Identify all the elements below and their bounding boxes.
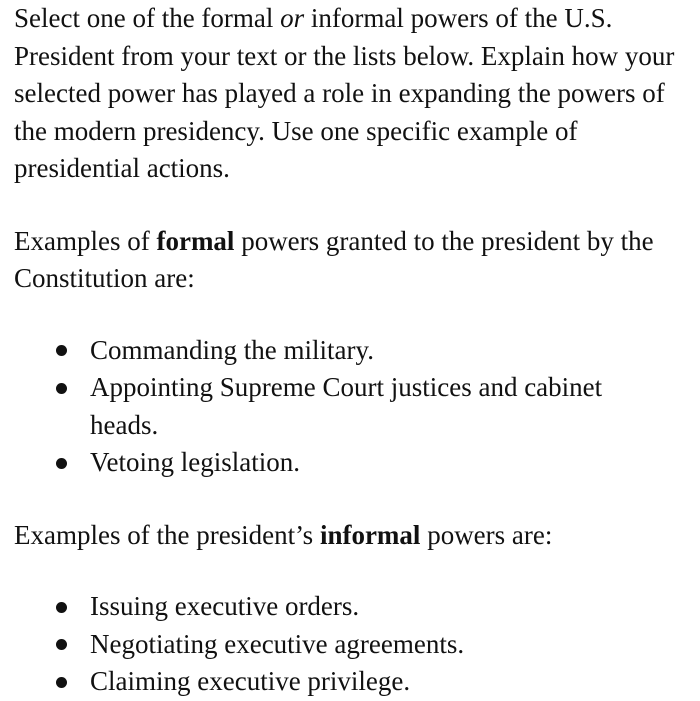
list-item: [14, 369, 660, 444]
bullet-icon: [56, 677, 67, 688]
informal-heading-start: Examples of the president’s: [14, 519, 320, 550]
list-item: [14, 444, 660, 482]
list-item-text: Appointing Supreme Court justices and cabinet heads.: [90, 372, 603, 440]
formal-powers-list: [14, 332, 694, 482]
list-item: [14, 332, 660, 370]
prompt-emphasis: or: [280, 3, 305, 33]
list-item: [14, 588, 660, 626]
bullet-icon: [56, 383, 67, 394]
informal-powers-heading: [14, 517, 694, 555]
list-item-text: Negotiating executive agreements.: [90, 628, 465, 659]
list-item: [14, 626, 660, 664]
list-item-text: Issuing executive orders.: [90, 591, 360, 621]
formal-powers-heading: [14, 223, 694, 298]
prompt-text-start: Select one of the formal: [14, 3, 281, 33]
list-item: [14, 663, 660, 701]
bullet-icon: [56, 602, 67, 613]
formal-heading-end: powers granted to the president by the Constitution are:: [14, 225, 654, 293]
document-body: [14, 0, 694, 701]
informal-powers-list: [14, 588, 694, 701]
bullet-icon: [56, 639, 67, 650]
bullet-icon: [56, 458, 67, 469]
formal-heading-bold: formal: [156, 225, 235, 256]
informal-heading-end: powers are:: [420, 519, 553, 550]
list-item-text: Vetoing legislation.: [90, 447, 300, 477]
prompt-text-end: informal powers of the U.S. President from your text or the lists below. Explain how your selected power has played a role in expanding the powers of the modern presidency. Use one specific example of presidential actions.: [14, 3, 675, 183]
bullet-icon: [56, 345, 67, 356]
list-item-text: Commanding the military.: [90, 334, 374, 365]
list-item-text: Claiming executive privilege.: [90, 666, 411, 696]
formal-heading-start: Examples of: [14, 225, 157, 256]
informal-heading-bold: informal: [319, 519, 421, 550]
prompt-paragraph: [14, 0, 694, 188]
